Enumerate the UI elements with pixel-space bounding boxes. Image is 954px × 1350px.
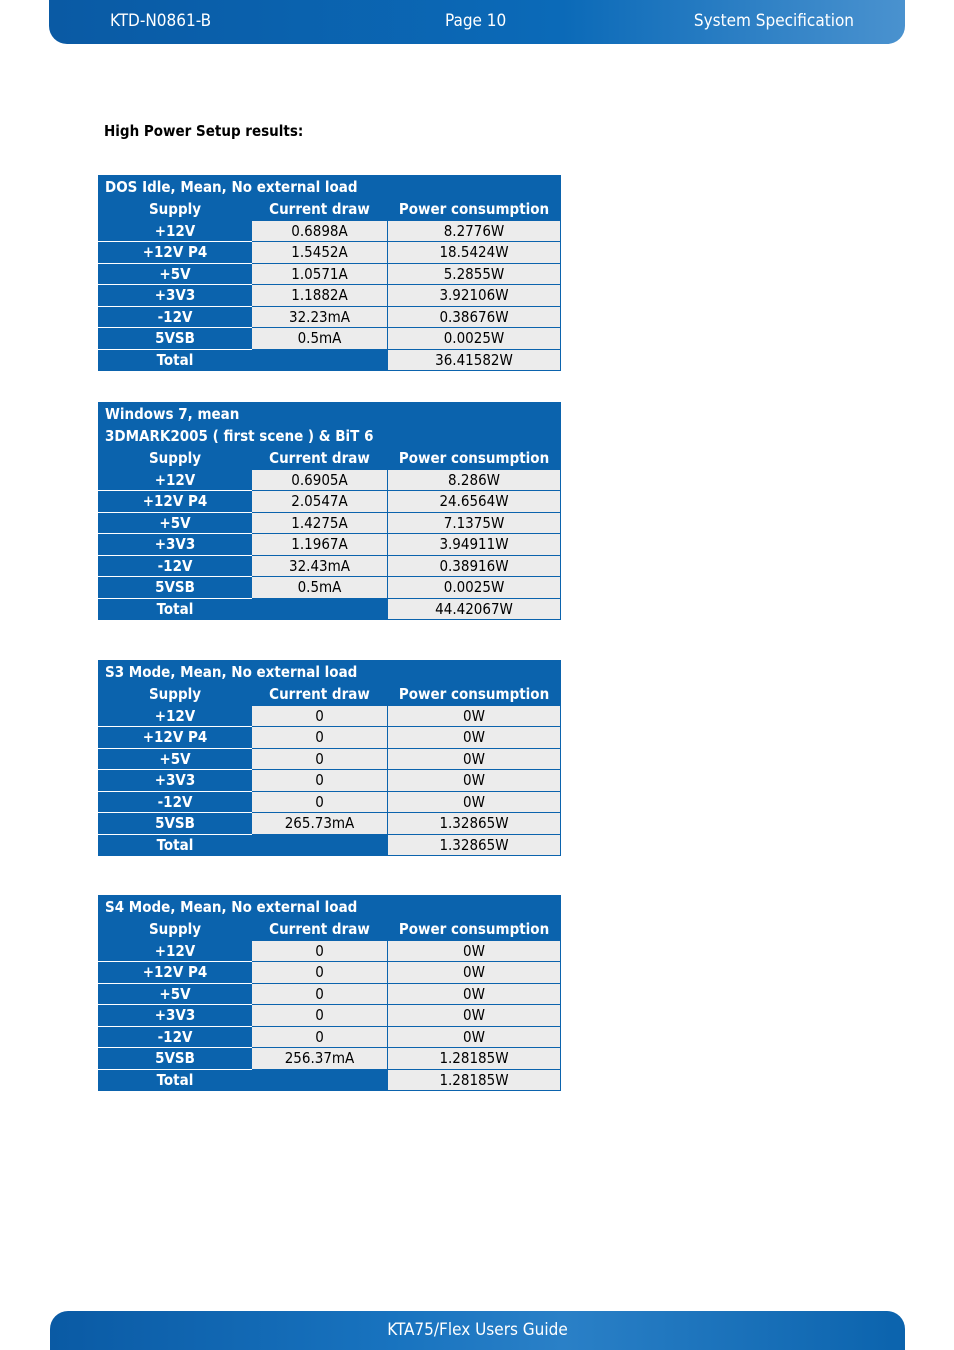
table-row <box>99 791 561 813</box>
table-row <box>99 220 561 242</box>
table-row <box>99 469 561 491</box>
column-header: Supply <box>99 684 252 706</box>
power-cell: 1.28185W <box>388 1048 561 1070</box>
power-cell: 7.1375W <box>388 512 561 534</box>
column-header: Current draw <box>252 684 388 706</box>
supply-cell: +12V <box>99 220 252 242</box>
total-label: Total <box>99 834 252 856</box>
power-table <box>98 402 561 620</box>
table-row <box>99 263 561 285</box>
current-cell: 265.73mA <box>252 813 388 835</box>
page-header <box>49 0 905 44</box>
total-row <box>99 1069 561 1091</box>
supply-cell: 5VSB <box>99 328 252 350</box>
total-row <box>99 349 561 371</box>
current-cell: 0 <box>252 983 388 1005</box>
table-caption <box>99 661 561 684</box>
table-row <box>99 1026 561 1048</box>
column-header: Current draw <box>252 919 388 941</box>
column-header: Supply <box>99 448 252 470</box>
current-cell: 1.0571A <box>252 263 388 285</box>
supply-cell: 5VSB <box>99 1048 252 1070</box>
table-row <box>99 1005 561 1027</box>
power-cell: 0W <box>388 962 561 984</box>
supply-cell: +12V P4 <box>99 727 252 749</box>
supply-cell: -12V <box>99 555 252 577</box>
supply-cell: +3V3 <box>99 1005 252 1027</box>
table-row <box>99 770 561 792</box>
caption-line: Windows 7, mean <box>105 405 240 423</box>
supply-cell: +5V <box>99 263 252 285</box>
power-cell: 0.38676W <box>388 306 561 328</box>
table-row <box>99 940 561 962</box>
current-cell: 0 <box>252 1026 388 1048</box>
power-cell: 24.6564W <box>388 491 561 513</box>
current-cell: 0 <box>252 770 388 792</box>
power-cell: 0W <box>388 940 561 962</box>
table-row <box>99 491 561 513</box>
current-cell: 0.5mA <box>252 577 388 599</box>
power-cell: 5.2855W <box>388 263 561 285</box>
supply-cell: +3V3 <box>99 770 252 792</box>
supply-cell: +12V P4 <box>99 242 252 264</box>
column-header: Power consumption <box>388 919 561 941</box>
supply-cell: 5VSB <box>99 577 252 599</box>
current-cell: 0.6905A <box>252 469 388 491</box>
power-cell: 8.286W <box>388 469 561 491</box>
total-spacer <box>252 834 388 856</box>
table-row <box>99 306 561 328</box>
page-footer <box>50 1311 905 1350</box>
power-table <box>98 895 561 1091</box>
power-table <box>98 175 561 371</box>
current-cell: 0 <box>252 962 388 984</box>
document-id: KTD-N0861-B <box>110 11 212 31</box>
power-cell: 1.32865W <box>388 813 561 835</box>
caption-line: S3 Mode, Mean, No external load <box>105 663 358 681</box>
total-spacer <box>252 349 388 371</box>
supply-cell: +3V3 <box>99 534 252 556</box>
current-cell: 1.1967A <box>252 534 388 556</box>
power-cell: 8.2776W <box>388 220 561 242</box>
caption-line: 3DMARK2005 ( first scene ) & BiT 6 <box>105 427 374 445</box>
table-row <box>99 983 561 1005</box>
total-label: Total <box>99 349 252 371</box>
column-header: Current draw <box>252 448 388 470</box>
supply-cell: -12V <box>99 306 252 328</box>
current-cell: 1.4275A <box>252 512 388 534</box>
caption-line: DOS Idle, Mean, No external load <box>105 178 358 196</box>
power-cell: 0W <box>388 791 561 813</box>
power-cell: 0.38916W <box>388 555 561 577</box>
power-cell: 3.94911W <box>388 534 561 556</box>
power-cell: 0W <box>388 727 561 749</box>
power-cell: 18.5424W <box>388 242 561 264</box>
current-cell: 0 <box>252 748 388 770</box>
supply-cell: +12V <box>99 469 252 491</box>
current-cell: 256.37mA <box>252 1048 388 1070</box>
current-cell: 0 <box>252 727 388 749</box>
supply-cell: 5VSB <box>99 813 252 835</box>
current-cell: 0 <box>252 705 388 727</box>
power-cell: 0W <box>388 983 561 1005</box>
supply-cell: +12V P4 <box>99 962 252 984</box>
supply-cell: -12V <box>99 791 252 813</box>
caption-line: S4 Mode, Mean, No external load <box>105 898 358 916</box>
column-header: Supply <box>99 199 252 221</box>
power-cell: 0W <box>388 1005 561 1027</box>
total-value: 1.28185W <box>388 1069 561 1091</box>
footer-title: KTA75/Flex Users Guide <box>387 1320 568 1340</box>
supply-cell: +5V <box>99 748 252 770</box>
table-row <box>99 242 561 264</box>
current-cell: 32.23mA <box>252 306 388 328</box>
table-row <box>99 555 561 577</box>
table-row <box>99 577 561 599</box>
total-value: 36.41582W <box>388 349 561 371</box>
column-header: Power consumption <box>388 684 561 706</box>
total-value: 44.42067W <box>388 598 561 620</box>
total-label: Total <box>99 1069 252 1091</box>
power-cell: 0W <box>388 748 561 770</box>
table-caption <box>99 403 561 448</box>
total-spacer <box>252 1069 388 1091</box>
power-cell: 0W <box>388 705 561 727</box>
section-name: System Specification <box>693 11 854 31</box>
table-row <box>99 705 561 727</box>
section-title: High Power Setup results: <box>104 122 304 140</box>
current-cell: 0.5mA <box>252 328 388 350</box>
power-table <box>98 660 561 856</box>
table-row <box>99 285 561 307</box>
power-cell: 0W <box>388 1026 561 1048</box>
column-header: Power consumption <box>388 199 561 221</box>
table-row <box>99 727 561 749</box>
table-row <box>99 512 561 534</box>
supply-cell: -12V <box>99 1026 252 1048</box>
current-cell: 32.43mA <box>252 555 388 577</box>
total-row <box>99 598 561 620</box>
current-cell: 0.6898A <box>252 220 388 242</box>
current-cell: 2.0547A <box>252 491 388 513</box>
power-cell: 0.0025W <box>388 577 561 599</box>
column-header: Supply <box>99 919 252 941</box>
supply-cell: +12V <box>99 705 252 727</box>
current-cell: 1.1882A <box>252 285 388 307</box>
table-row <box>99 1048 561 1070</box>
table-row <box>99 748 561 770</box>
power-cell: 0.0025W <box>388 328 561 350</box>
column-header: Current draw <box>252 199 388 221</box>
supply-cell: +12V <box>99 940 252 962</box>
power-cell: 3.92106W <box>388 285 561 307</box>
table-row <box>99 534 561 556</box>
table-row <box>99 813 561 835</box>
power-cell: 0W <box>388 770 561 792</box>
total-value: 1.32865W <box>388 834 561 856</box>
table-row <box>99 962 561 984</box>
column-header: Power consumption <box>388 448 561 470</box>
page-number: Page 10 <box>445 11 507 31</box>
current-cell: 0 <box>252 791 388 813</box>
table-caption <box>99 176 561 199</box>
supply-cell: +12V P4 <box>99 491 252 513</box>
supply-cell: +3V3 <box>99 285 252 307</box>
table-row <box>99 328 561 350</box>
total-label: Total <box>99 598 252 620</box>
total-spacer <box>252 598 388 620</box>
table-caption <box>99 896 561 919</box>
current-cell: 0 <box>252 1005 388 1027</box>
current-cell: 0 <box>252 940 388 962</box>
current-cell: 1.5452A <box>252 242 388 264</box>
total-row <box>99 834 561 856</box>
supply-cell: +5V <box>99 983 252 1005</box>
supply-cell: +5V <box>99 512 252 534</box>
